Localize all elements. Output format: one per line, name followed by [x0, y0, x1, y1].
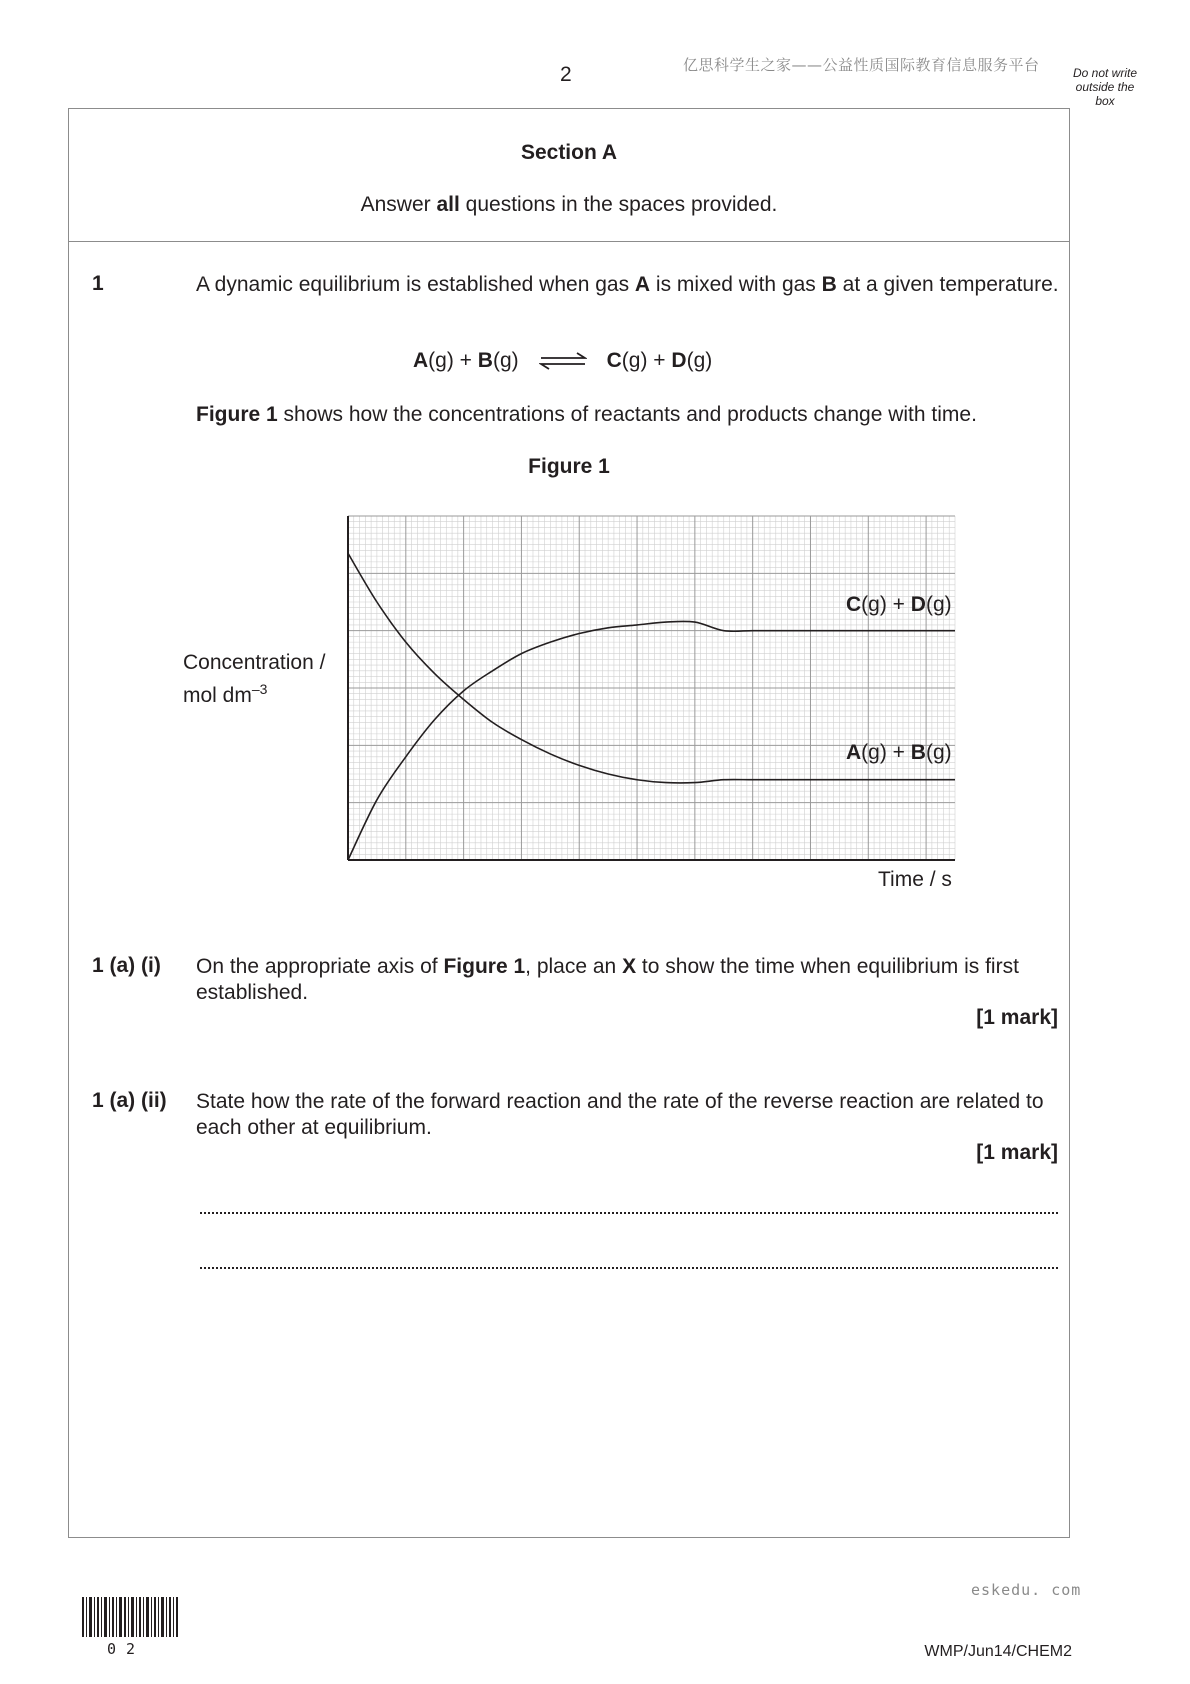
equilibrium-equation: A(g) + B(g) C(g) + D(g)	[413, 349, 713, 372]
x-axis-label: Time / s	[878, 868, 952, 891]
question-intro: A dynamic equilibrium is established when gas A is mixed with gas B at a given temperature.	[196, 273, 1059, 296]
answer-line[interactable]	[200, 1267, 1058, 1269]
figure-title: Figure 1	[528, 455, 610, 478]
header-watermark: 亿思科学生之家——公益性质国际教育信息服务平台	[683, 56, 1040, 74]
page-number: 2	[560, 63, 572, 86]
margin-note-line: outside the	[1075, 80, 1135, 94]
series-label-reactants: A(g) + B(g)	[846, 741, 952, 764]
question-number: 1	[92, 272, 104, 295]
part-a-i-mark: [1 mark]	[976, 1006, 1058, 1029]
section-title: Section A	[520, 141, 618, 164]
part-a-ii-text: State how the rate of the forward reaction and the rate of the reverse reaction are related to each other at equilibrium.	[196, 1090, 1044, 1139]
margin-note-line: Do not write	[1072, 66, 1138, 80]
answer-line[interactable]	[200, 1212, 1058, 1214]
series-label-products: C(g) + D(g)	[846, 593, 952, 616]
part-a-i-number: 1 (a) (i)	[92, 954, 161, 977]
y-axis-label: Concentration / mol $dm^{-3}$	[183, 651, 326, 707]
figure-description: Figure 1 shows how the concentrations of reactants and products change with time.	[196, 403, 977, 426]
footer-watermark: eskedu. com	[971, 1581, 1082, 1599]
part-a-i-text: On the appropriate axis of Figure 1, place an X to show the time when equilibrium is first established.	[196, 955, 1019, 1004]
section-instruction: Answer all questions in the spaces provided.	[360, 193, 778, 216]
part-a-ii-number: 1 (a) (ii)	[92, 1089, 167, 1112]
barcode-digits: 02	[107, 1640, 146, 1658]
barcode-icon	[82, 1597, 178, 1637]
margin-note-line: box	[1095, 94, 1115, 108]
paper-code: WMP/Jun14/CHEM2	[924, 1643, 1072, 1660]
part-a-ii-mark: [1 mark]	[976, 1141, 1058, 1164]
